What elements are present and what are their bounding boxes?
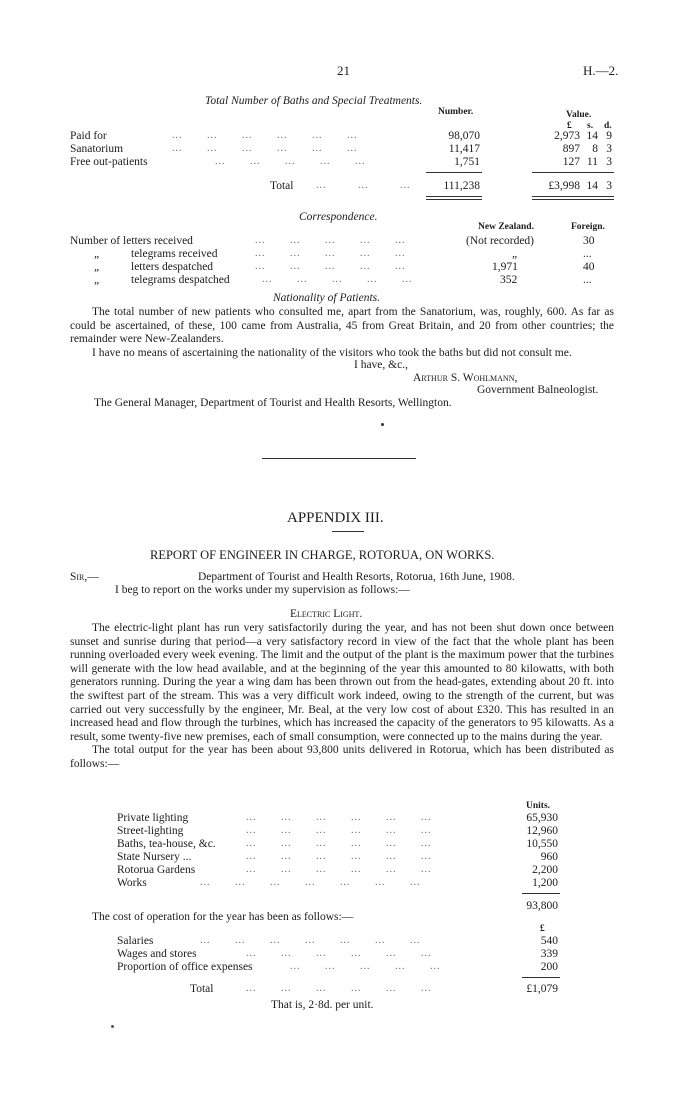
correspondence-row-foreign: ...	[583, 274, 592, 286]
ditto-mark: „	[94, 261, 101, 273]
baths-total-number: 111,238	[443, 180, 480, 192]
units-row-value: 960	[540, 851, 558, 863]
baths-value-double-rule	[532, 199, 614, 200]
units-row-label: Rotorua Gardens	[117, 864, 196, 876]
closing: I have, &c.,	[354, 359, 408, 371]
signature: Arthur S. Wohlmann,	[413, 372, 518, 384]
baths-number-double-rule	[426, 199, 482, 200]
correspondence-row-foreign: 30	[583, 235, 595, 247]
units-total: 93,800	[526, 900, 558, 912]
appendix-title: APPENDIX III.	[287, 510, 384, 526]
baths-value-rule	[532, 172, 614, 173]
nationality-text	[70, 306, 614, 360]
baths-row-label: Paid for	[70, 130, 107, 142]
baths-row-number: 11,417	[448, 143, 480, 155]
units-row-label: Baths, tea-house, &c.	[117, 838, 216, 850]
correspondence-row-label: Number of letters received	[70, 235, 193, 247]
units-row-value: 1,200	[532, 877, 558, 889]
units-row-label: Works	[117, 877, 147, 889]
units-row-value: 12,960	[526, 825, 558, 837]
electric-light-text	[70, 622, 614, 772]
baths-row-pence: 9	[606, 130, 612, 142]
report-title: REPORT OF ENGINEER IN CHARGE, ROTORUA, ON WORKS.	[150, 548, 495, 562]
baths-row-shillings: 8	[592, 143, 598, 155]
nationality-title: Nationality of Patients.	[273, 292, 381, 304]
baths-row-pounds: 897	[562, 143, 580, 155]
baths-row-shillings: 14	[586, 130, 598, 142]
report-paragraph: The electric-light plant has run very satisfactorily during the year, and has not been shut down once between sunset and sunrise during that period—a very satisfactory record in view of the fact that the whole plant has been running overloaded every week evening. The limit and the output of the plant is the maximum power that the turbines will generate with the low head available, and at the beginning of the year this amounted to 80 kilowatts, with both generators running. During the year a wing dam has been thrown out from the head-gates, extending about 20 ft. into the swiftest part of the stream. This was a very difficult work indeed, owing to the strength of the current, but was carried out very successfully by the engineer, Mr. Beal, at the very low cost of about £320. This has resulted in an increased head and flow through the turbines, which has increased the capacity of the generators to 95 kilowatts. As a result, some twenty-five new premises, each of small consumption, were connected up to the mains during the year.	[70, 622, 614, 743]
correspondence-row-nz: „	[512, 248, 519, 260]
correspondence-title: Correspondence.	[299, 211, 378, 223]
document-reference: H.—2.	[583, 63, 619, 78]
baths-row-label: Free out-patients	[70, 156, 148, 168]
nationality-paragraph: The total number of new patients who consulted me, apart from the Sanatorium, was, roughly, 600. As far as could be ascertained, of these, 100 came from Australia, 45 from Great Britain, and 20 from other countries; the remainder were New-Zealanders.	[70, 306, 614, 346]
cost-row-label: Proportion of office expenses	[117, 961, 253, 973]
units-row-value: 10,550	[526, 838, 558, 850]
dateline: Department of Tourist and Health Resorts, Rotorua, 16th June, 1908.	[198, 571, 515, 583]
lsd-pounds: £	[567, 121, 572, 131]
units-row-label: Street-lighting	[117, 825, 184, 837]
page-number: 21	[337, 63, 350, 78]
lsd-shillings: s.	[587, 121, 594, 131]
appendix-title-rule	[332, 531, 364, 532]
baths-row-pence: 3	[606, 143, 612, 155]
section-heading: Electric Light.	[290, 608, 363, 620]
baths-row-number: 1,751	[454, 156, 480, 168]
correspondence-col-nz: New Zealand.	[478, 222, 534, 232]
correspondence-col-foreign: Foreign.	[571, 222, 605, 232]
cost-total-label: Total	[190, 983, 214, 995]
signature-title: Government Balneologist.	[477, 384, 599, 396]
baths-col-number: Number.	[438, 107, 474, 117]
ditto-mark: „	[94, 274, 101, 286]
correspondence-row-label: letters despatched	[131, 261, 214, 273]
baths-row-number: 98,070	[448, 130, 480, 142]
ink-dot	[111, 1025, 114, 1028]
cost-row-value: 540	[540, 935, 558, 947]
baths-value-double-rule	[532, 196, 614, 197]
units-heading: Units.	[526, 801, 551, 811]
cost-row-value: 200	[540, 961, 558, 973]
correspondence-row-label: telegrams despatched	[131, 274, 230, 286]
correspondence-row-nz: 352	[500, 274, 518, 286]
ink-dot	[381, 423, 384, 426]
baths-total-shillings: 14	[586, 180, 598, 192]
nationality-paragraph: I have no means of ascertaining the nationality of the visitors who took the baths but did not consult me.	[92, 346, 572, 359]
cost-row-label: Wages and stores	[117, 948, 197, 960]
units-row-value: 65,930	[526, 812, 558, 824]
units-row-label: State Nursery ...	[117, 851, 192, 863]
baths-row-pounds: 127	[562, 156, 580, 168]
section-divider	[262, 458, 416, 459]
report-intro: I beg to report on the works under my supervision as follows:—	[115, 584, 410, 596]
cost-total: £1,079	[526, 983, 558, 995]
report-paragraph: The total output for the year has been about 93,800 units delivered in Rotorua, which has been distributed as follows:—	[70, 744, 614, 770]
correspondence-row-foreign: 40	[583, 261, 595, 273]
ditto-mark: „	[94, 248, 101, 260]
baths-total-label: Total	[270, 180, 294, 192]
cost-intro: The cost of operation for the year has been as follows:—	[92, 911, 354, 923]
salutation: Sir,—	[70, 571, 99, 583]
lsd-pence: d.	[604, 121, 612, 131]
baths-total-pence: 3	[606, 180, 612, 192]
baths-row-pounds: 2,973	[554, 130, 580, 142]
baths-col-value: Value.	[566, 110, 592, 120]
units-row-value: 2,200	[532, 864, 558, 876]
baths-number-double-rule	[426, 196, 482, 197]
cost-per-unit: That is, 2·8d. per unit.	[271, 999, 374, 1011]
baths-row-label: Sanatorium	[70, 143, 124, 155]
correspondence-row-nz: (Not recorded)	[466, 235, 535, 247]
cost-row-value: 339	[540, 948, 558, 960]
cost-row-label: Salaries	[117, 935, 154, 947]
baths-row-pence: 3	[606, 156, 612, 168]
correspondence-row-label: telegrams received	[131, 248, 218, 260]
correspondence-row-foreign: ...	[583, 248, 592, 260]
correspondence-row-nz: 1,971	[492, 261, 518, 273]
cost-heading: £	[540, 924, 545, 934]
baths-table-title: Total Number of Baths and Special Treatments.	[205, 95, 423, 107]
cost-total-rule	[522, 977, 560, 978]
units-total-rule	[522, 893, 560, 894]
baths-row-shillings: 11	[586, 156, 598, 168]
baths-number-rule	[426, 172, 482, 173]
units-row-label: Private lighting	[117, 812, 189, 824]
baths-total-pounds: £3,998	[548, 180, 580, 192]
addressee: The General Manager, Department of Tourist and Health Resorts, Wellington.	[94, 397, 452, 409]
